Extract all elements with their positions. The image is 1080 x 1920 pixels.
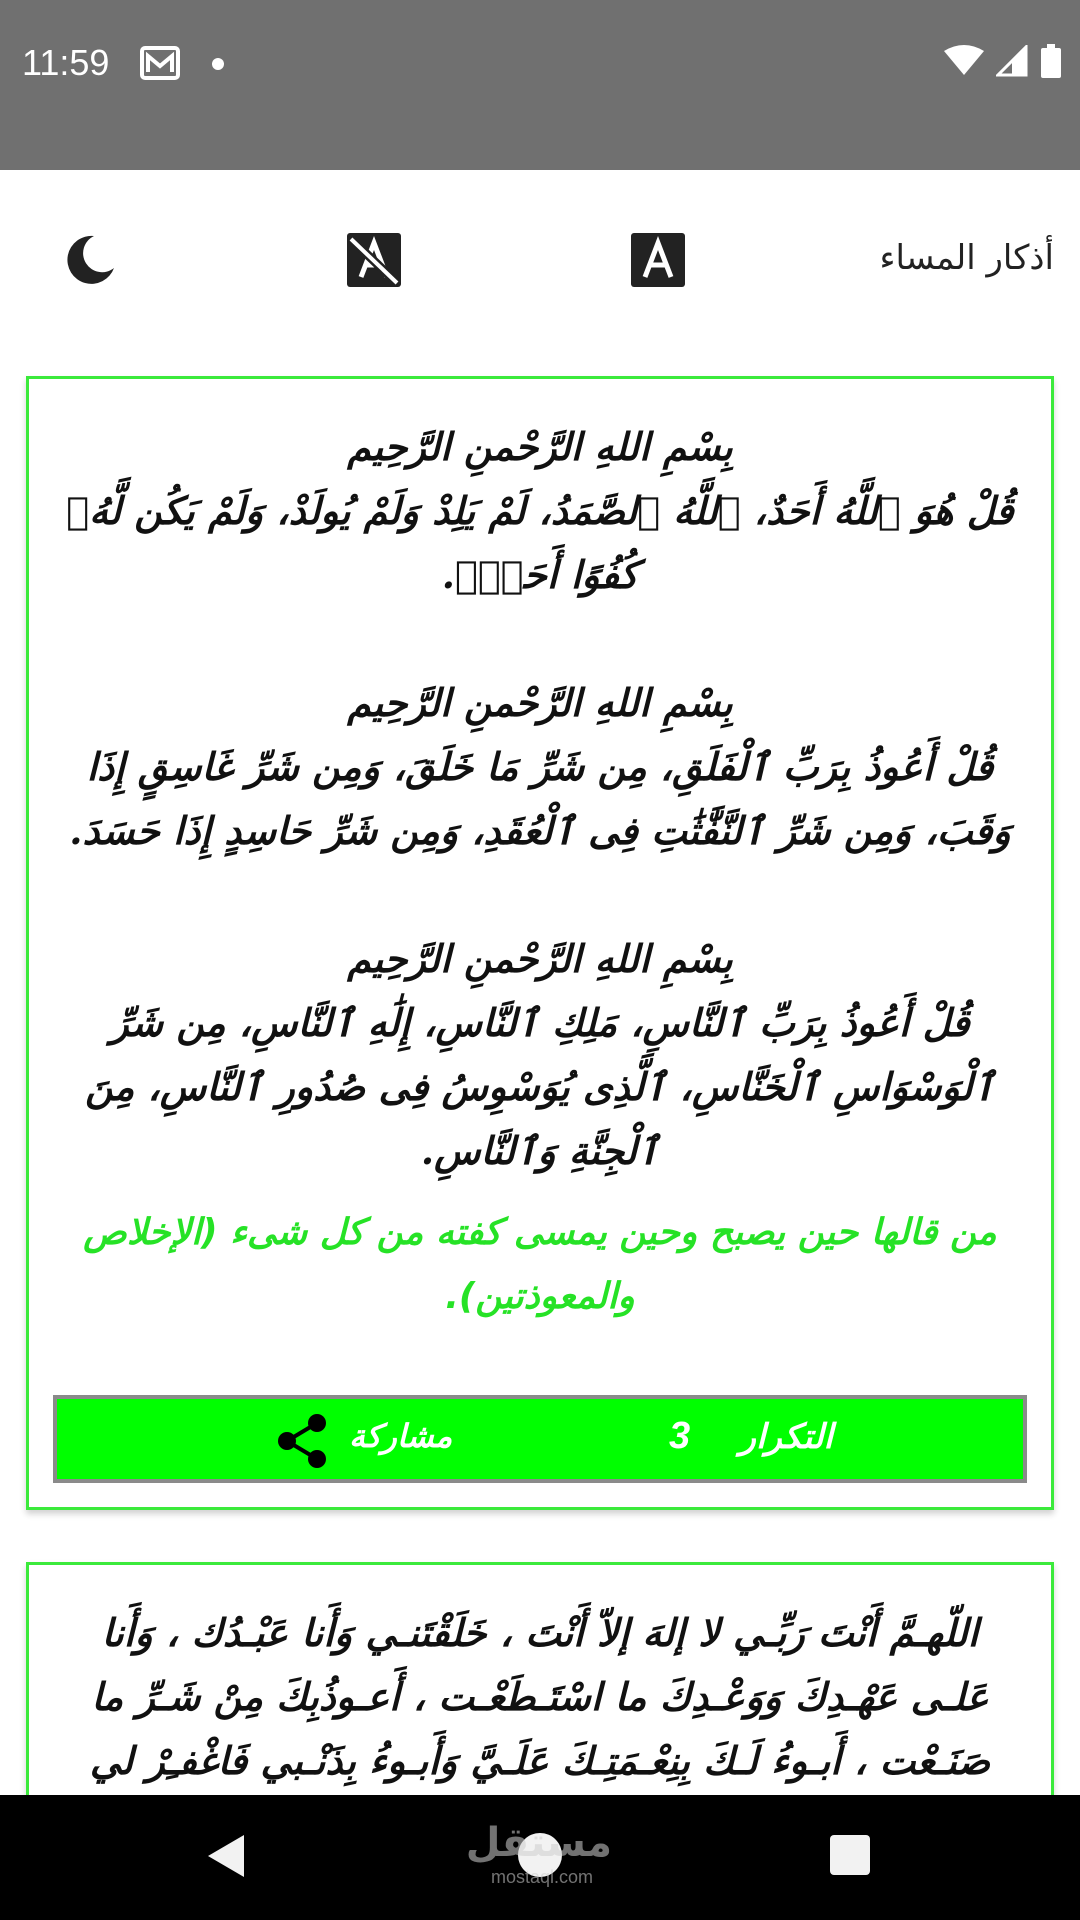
battery-icon <box>1040 44 1062 78</box>
system-nav-bar <box>0 1795 1080 1920</box>
night-mode-button[interactable] <box>62 232 118 288</box>
recents-icon[interactable] <box>830 1835 870 1875</box>
status-bar <box>0 0 1080 170</box>
font-toggle-button[interactable] <box>346 232 402 288</box>
font-off-icon <box>347 233 401 287</box>
page-title: أذكار المساء <box>879 238 1054 278</box>
wifi-icon <box>944 45 984 77</box>
repeat-count-label: التكرار <box>739 1417 833 1457</box>
zikr-card <box>26 376 1054 1510</box>
zikr-virtue: من قالها حين يصبح وحين يمسى كفته من كل شىء (الإخلاص والمعوذتين). <box>83 1212 997 1317</box>
zikr-action-bar <box>53 1395 1027 1483</box>
cell-signal-icon <box>996 45 1028 77</box>
font-size-button[interactable] <box>630 232 686 288</box>
watermark-arabic: مستقل <box>465 1820 612 1866</box>
font-size-icon <box>631 233 685 287</box>
share-icon <box>275 1413 329 1469</box>
zikr-text: بِسْمِ اللهِ الرَّحْمنِ الرَّحِيم قُلْ هُوَ ٱللَّهُ أَحَدٌ، ٱللَّهُ ٱلصَّمَدُ، لَمْ يَلِدْ وَلَمْ يُولَدْ، وَلَمْ يَكُن لَّهُۥ كُفُوًا أَحَدٌۢ. بِسْمِ اللهِ الرَّحْمنِ الرَّحِيم قُلْ أَعُوذُ بِرَبِّ ٱلْفَلَقِ، مِن شَرِّ مَا خَلَقَ، وَمِن شَرِّ غَاسِقٍ إِذَا وَقَبَ، وَمِن شَرِّ ٱلنَّفَّٰثَٰتِ فِى ٱلْعُقَدِ، وَمِن شَرِّ حَاسِدٍ إِذَا حَسَدَ. بِسْمِ اللهِ الرَّحْمنِ الرَّحِيم قُلْ أَعُوذُ بِرَبِّ ٱلنَّاسِ، مَلِكِ ٱلنَّاسِ، إِلَٰهِ ٱلنَّاسِ، مِن شَرِّ ٱلْوَسْوَاسِ ٱلْخَنَّاسِ، ٱلَّذِى يُوَسْوِسُ فِى صُدُورِ ٱلنَّاسِ، مِنَ ٱلْجِنَّةِ وَٱلنَّاسِ. <box>66 424 1014 1173</box>
watermark-logo <box>465 1819 612 1888</box>
moon-icon <box>64 234 116 286</box>
notification-dot-icon <box>212 58 224 70</box>
mail-icon <box>140 46 180 80</box>
app-bar <box>0 170 1080 350</box>
zikr-list[interactable] <box>0 350 1080 1795</box>
repeat-count-value: 3 <box>669 1415 691 1457</box>
back-icon[interactable] <box>206 1833 246 1879</box>
zikr-card <box>26 1562 1054 1795</box>
zikr-text: اللّهـمَّ أَنْتَ رَبِّـي لا إلهَ إلاّ أَنْتَ ، خَلَقْتَنـي وَأَنا عَبْـدُك ، وَأَنا عَلـى عَهْـدِكَ وَوَعْـدِكَ ما اسْتَـطَعْـت ، أَعـوذُبِكَ مِنْ شَـرِّ ما صَنَـعْت ، أَبـوءُ لَـكَ بِنِعْـمَتِـكَ عَلَـيَّ وَأَبـوءُ بِذَنْـبي فَاغْفـِرْ لي <box>89 1610 991 1783</box>
status-time: 11:59 <box>22 42 110 83</box>
share-label: مشاركة <box>349 1417 453 1455</box>
watermark-url: mostaql.com <box>490 1867 594 1887</box>
status-icons <box>944 44 1062 78</box>
